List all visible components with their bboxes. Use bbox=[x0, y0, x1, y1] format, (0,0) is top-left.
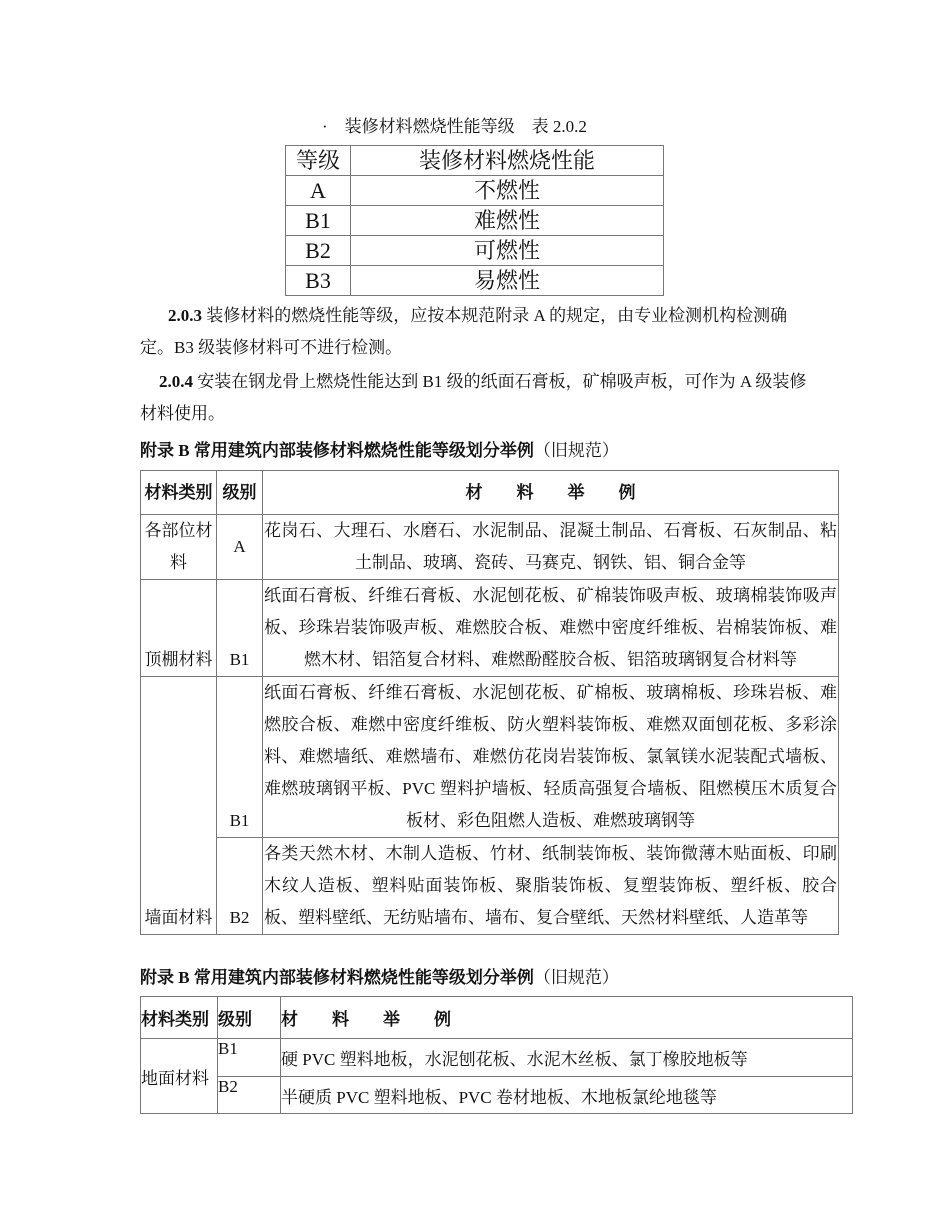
table-row bbox=[141, 580, 839, 677]
header-cell: 级别 bbox=[218, 997, 281, 1039]
performance-cell: 难燃性 bbox=[351, 206, 664, 236]
material-examples-table bbox=[140, 470, 839, 935]
performance-cell: 不燃性 bbox=[351, 176, 664, 206]
level-cell: B2 bbox=[217, 838, 263, 935]
table-row bbox=[141, 515, 839, 580]
clause-2-0-3 bbox=[140, 300, 820, 364]
appendix-title: 附录 B 常用建筑内部装修材料燃烧性能等级划分举例 bbox=[140, 968, 534, 987]
performance-cell: 易燃性 bbox=[351, 266, 664, 296]
table-header-row bbox=[141, 997, 853, 1039]
table-row bbox=[141, 838, 839, 935]
header-cell: 装修材料燃烧性能 bbox=[351, 146, 664, 176]
materials-cell: 纸面石膏板、纤维石膏板、水泥刨花板、矿棉装饰吸声板、玻璃棉装饰吸声板、珍珠岩装饰吸声板、难燃胶合板、难燃中密度纤维板、岩棉装饰板、难燃木材、铝箔复合材料、难燃酚醛胶合板、铝箔玻璃钢复合材料等 bbox=[263, 580, 839, 677]
clause-number: 2.0.3 bbox=[168, 306, 202, 325]
level-cell: B1 bbox=[218, 1039, 281, 1077]
level-cell: B2 bbox=[218, 1077, 281, 1114]
header-cell: 级别 bbox=[217, 471, 263, 515]
materials-cell: 纸面石膏板、纤维石膏板、水泥刨花板、矿棉板、玻璃棉板、珍珠岩板、难燃胶合板、难燃中密度纤维板、防火塑料装饰板、难燃双面刨花板、多彩涂料、难燃墙纸、难燃墙布、难燃仿花岗岩装饰板、氯氧镁水泥装配式墙板、难燃玻璃钢平板、PVC 塑料护墙板、轻质高强复合墙板、阻燃模压木质复合板材、彩色阻燃人造板、难燃玻璃钢等 bbox=[263, 677, 839, 838]
level-cell: B1 bbox=[217, 580, 263, 677]
floor-materials-table bbox=[140, 996, 853, 1114]
grade-cell: B3 bbox=[286, 266, 351, 296]
table-row bbox=[286, 206, 664, 236]
category-cell: 顶棚材料 bbox=[141, 580, 217, 677]
table-header-row bbox=[141, 471, 839, 515]
materials-cell: 各类天然木材、木制人造板、竹材、纸制装饰板、装饰微薄木贴面板、印刷木纹人造板、塑料贴面装饰板、聚脂装饰板、复塑装饰板、塑纤板、胶合板、塑料壁纸、无纺贴墙布、墙布、复合壁纸、天然材料壁纸、人造革等 bbox=[263, 838, 839, 935]
grade-cell: B2 bbox=[286, 236, 351, 266]
table-caption: · 装修材料燃烧性能等级 表 2.0.2 bbox=[322, 117, 587, 136]
clause-text: 装修材料的燃烧性能等级，应按本规范附录 A 的规定，由专业检测机构检测确定。B3 级装修材料可不进行检测。 bbox=[140, 306, 788, 357]
performance-cell: 可燃性 bbox=[351, 236, 664, 266]
clause-number: 2.0.4 bbox=[159, 372, 193, 391]
appendix-note: （旧规范） bbox=[533, 441, 619, 460]
table-header-row bbox=[286, 146, 664, 176]
materials-cell: 半硬质 PVC 塑料地板、PVC 卷材地板、木地板氯纶地毯等 bbox=[281, 1077, 853, 1114]
header-cell: 材 料 举 例 bbox=[263, 471, 839, 515]
grade-table bbox=[285, 145, 664, 296]
grade-cell: B1 bbox=[286, 206, 351, 236]
header-cell: 等级 bbox=[286, 146, 351, 176]
header-cell: 材料类别 bbox=[141, 471, 217, 515]
materials-cell: 花岗石、大理石、水磨石、水泥制品、混凝土制品、石膏板、石灰制品、粘土制品、玻璃、瓷砖、马赛克、钢铁、铝、铜合金等 bbox=[263, 515, 839, 580]
grade-cell: A bbox=[286, 176, 351, 206]
table-row bbox=[141, 1039, 853, 1077]
appendix-heading bbox=[140, 436, 619, 461]
category-cell: 墙面材料 bbox=[141, 677, 217, 935]
appendix-title: 附录 B 常用建筑内部装修材料燃烧性能等级划分举例 bbox=[140, 441, 534, 460]
clause-text: 安装在钢龙骨上燃烧性能达到 B1 级的纸面石膏板，矿棉吸声板，可作为 A 级装修材料使用。 bbox=[140, 372, 807, 423]
table-row bbox=[286, 266, 664, 296]
table-row bbox=[286, 176, 664, 206]
level-cell: A bbox=[217, 515, 263, 580]
header-cell: 材料类别 bbox=[141, 997, 218, 1039]
header-cell: 材 料 举 例 bbox=[281, 997, 853, 1039]
clause-2-0-4 bbox=[140, 366, 820, 430]
table-row bbox=[141, 1077, 853, 1114]
category-cell: 各部位材料 bbox=[141, 515, 217, 580]
appendix-note: （旧规范） bbox=[533, 968, 619, 987]
level-cell: B1 bbox=[217, 677, 263, 838]
appendix-heading bbox=[140, 963, 619, 988]
materials-cell: 硬 PVC 塑料地板，水泥刨花板、水泥木丝板、氯丁橡胶地板等 bbox=[281, 1039, 853, 1077]
table-row bbox=[286, 236, 664, 266]
category-cell: 地面材料 bbox=[141, 1039, 218, 1114]
table-row bbox=[141, 677, 839, 838]
